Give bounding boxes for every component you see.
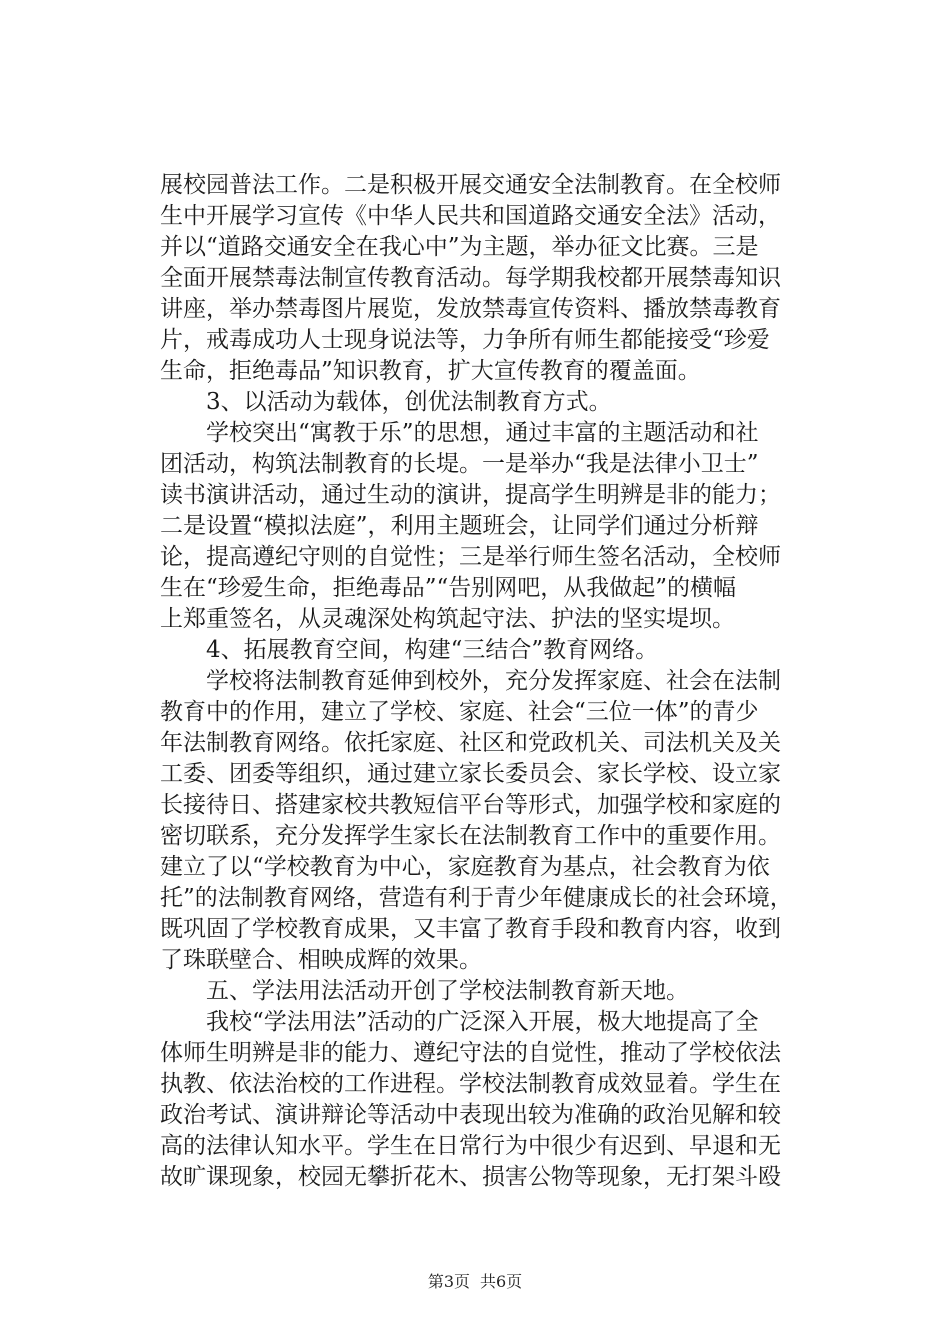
text-line: 学校突出“寓教于乐”的思想，通过丰富的主题活动和社 <box>160 420 759 446</box>
text-line: 工委、团委等组织，通过建立家长委员会、家长学校、设立家 <box>160 761 781 787</box>
text-line: 建立了以“学校教育为中心，家庭教育为基点，社会教育为依 <box>160 854 770 880</box>
document-body <box>160 170 840 1193</box>
text-line: 密切联系，充分发挥学生家长在法制教育工作中的重要作用。 <box>160 823 781 849</box>
text-line: 团活动，构筑法制教育的长堤。一是举办“我是法律小卫士” <box>160 451 759 477</box>
text-line: 托”的法制教育网络，营造有利于青少年健康成长的社会环境， <box>160 885 793 911</box>
text-line: 生中开展学习宣传《中华人民共和国道路交通安全法》活动， <box>160 203 781 229</box>
text-line: 二是设置“模拟法庭”，利用主题班会，让同学们通过分析辩 <box>160 513 759 539</box>
text-line: 政治考试、演讲辩论等活动中表现出较为准确的政治见解和较 <box>160 1102 781 1128</box>
text-line: 故旷课现象，校园无攀折花木、损害公物等现象，无打架斗殴 <box>160 1164 781 1190</box>
text-line: 展校园普法工作。二是积极开展交通安全法制教育。在全校师 <box>160 172 781 198</box>
text-line: 年法制教育网络。依托家庭、社区和党政机关、司法机关及关 <box>160 730 781 756</box>
text-line: 体师生明辨是非的能力、遵纪守法的自觉性，推动了学校依法 <box>160 1040 781 1066</box>
text-line: 生命，拒绝毒品”知识教育，扩大宣传教育的覆盖面。 <box>160 358 701 384</box>
text-line: 论，提高遵纪守则的自觉性；三是举行师生签名活动，全校师 <box>160 544 781 570</box>
text-line: 4、拓展教育空间，构建“三结合”教育网络。 <box>160 637 659 663</box>
page-total: 共6页 <box>480 1272 523 1291</box>
text-line: 讲座，举办禁毒图片展览，发放禁毒宣传资料、播放禁毒教育 <box>160 296 781 322</box>
text-line: 既巩固了学校教育成果，又丰富了教育手段和教育内容，收到 <box>160 916 781 942</box>
text-line: 了珠联壁合、相映成辉的效果。 <box>160 947 482 973</box>
text-line: 长接待日、搭建家校共教短信平台等形式，加强学校和家庭的 <box>160 792 781 818</box>
text-line: 教育中的作用，建立了学校、家庭、社会“三位一体”的青少 <box>160 699 759 725</box>
text-line: 五、学法用法活动开创了学校法制教育新天地。 <box>160 978 689 1004</box>
text-line: 片，戒毒成功人士现身说法等，力争所有师生都能接受“珍爱 <box>160 327 770 353</box>
text-line: 全面开展禁毒法制宣传教育活动。每学期我校都开展禁毒知识 <box>160 265 781 291</box>
text-line: 学校将法制教育延伸到校外，充分发挥家庭、社会在法制 <box>160 668 781 694</box>
text-line: 执教、依法治校的工作进程。学校法制教育成效显着。学生在 <box>160 1071 781 1097</box>
text-line: 3、以活动为载体，创优法制教育方式。 <box>160 389 612 415</box>
page-footer <box>0 1272 950 1292</box>
text-line: 上郑重签名，从灵魂深处构筑起守法、护法的坚实堤坝。 <box>160 606 735 632</box>
text-line: 读书演讲活动，通过生动的演讲，提高学生明辨是非的能力； <box>160 482 781 508</box>
text-line: 高的法律认知水平。学生在日常行为中很少有迟到、早退和无 <box>160 1133 781 1159</box>
page-number: 第3页 <box>427 1272 470 1291</box>
text-line: 我校“学法用法”活动的广泛深入开展，极大地提高了全 <box>160 1009 759 1035</box>
text-line: 并以“道路交通安全在我心中”为主题，举办征文比赛。三是 <box>160 234 759 260</box>
text-line: 生在“珍爱生命，拒绝毒品”“告别网吧，从我做起”的横幅 <box>160 575 737 601</box>
